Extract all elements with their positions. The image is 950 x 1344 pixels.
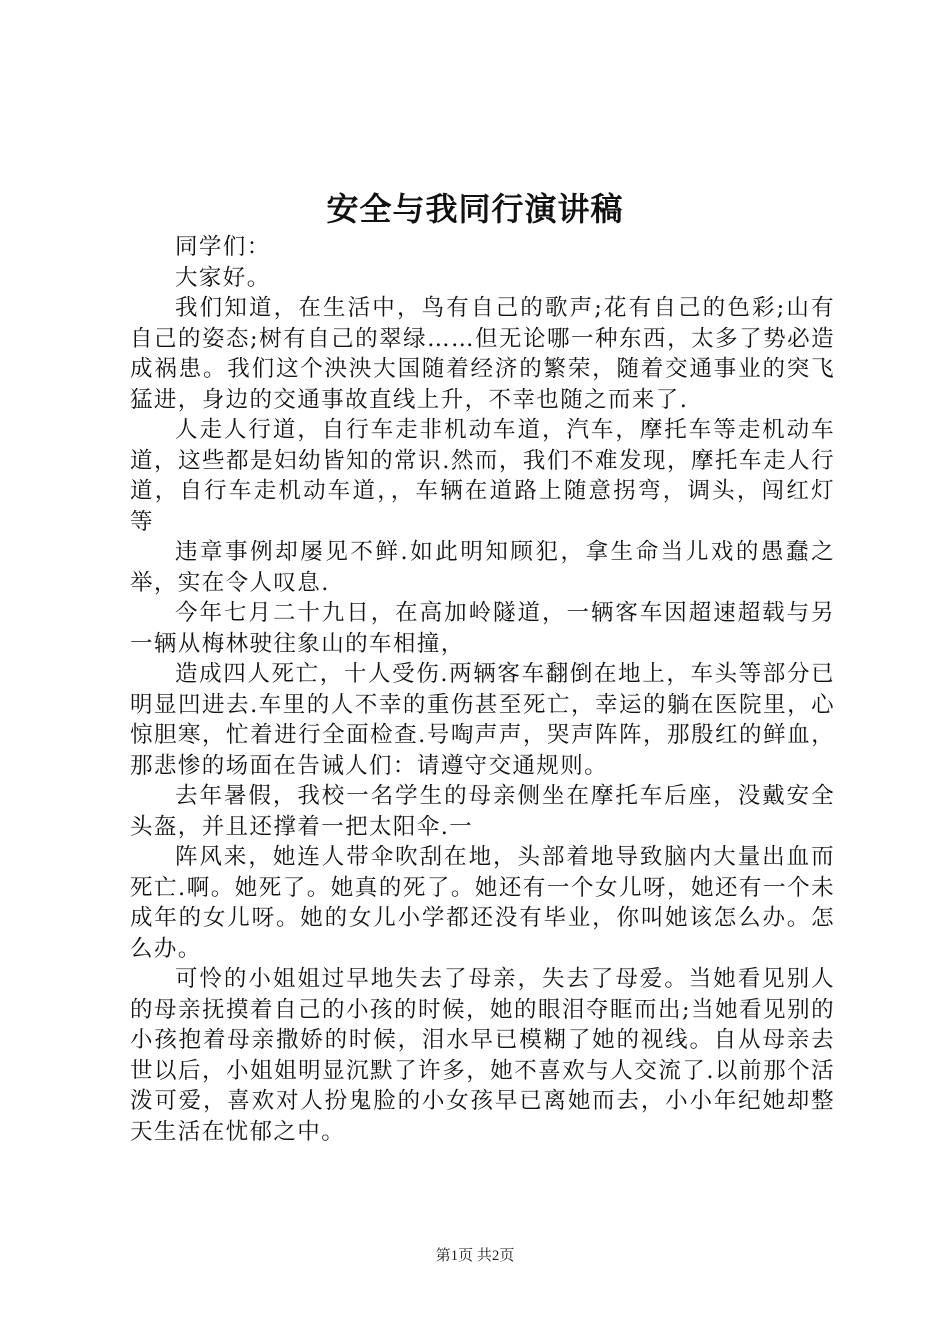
paragraph-accident-date: 今年七月二十九日，在高加岭隧道，一辆客车因超速超载与另一辆从梅林驶往象山的车相撞，: [130, 600, 835, 657]
paragraph-traffic-rules: 人走人行道，自行车走非机动车道，汽车，摩托车等走机动车道，这些都是妇幼皆知的常识.然而，我们不难发现，摩托车走人行道，自行车走机动车道，，车辆在道路上随意拐弯，调头，闯红灯等: [130, 417, 835, 535]
paragraph-greeting: 同学们：: [175, 234, 271, 260]
page-footer: 第1页 共2页: [435, 1248, 515, 1264]
paragraph-intro: 我们知道，在生活中，鸟有自己的歌声;花有自己的色彩;山有自己的姿态;树有自己的翠绿……但无论哪一种东西，太多了势必造成祸患。我们这个泱泱大国随着经济的繁荣，随着交通事业的突飞猛进，身边的交通事故直线上升，不幸也随之而来了.: [130, 295, 835, 413]
paragraph-wind-fall: 阵风来，她连人带伞吹刮在地，头部着地导致脑内大量出血而死亡.啊。她死了。她真的死了。她还有一个女儿呀，她还有一个未成年的女儿呀。她的女儿小学都还没有毕业，你叫她该怎么办。怎么办。: [130, 844, 835, 962]
paragraph-accident-result: 造成四人死亡，十人受伤.两辆客车翻倒在地上，车头等部分已明显凹进去.车里的人不幸的重伤甚至死亡，幸运的躺在医院里，心惊胆寒，忙着进行全面检查.号啕声声，哭声阵阵，那殷红的鲜血，那悲惨的场面在告诫人们：请遵守交通规则。: [130, 661, 835, 779]
paragraph-violations: 违章事例却屡见不鲜.如此明知顾犯，拿生命当儿戏的愚蠢之举，实在令人叹息.: [130, 539, 835, 596]
paragraph-lost-mother: 可怜的小姐姐过早地失去了母亲，失去了母爱。当她看见别人的母亲抚摸着自己的小孩的时候，她的眼泪夺眶而出;当她看见别的小孩抱着母亲撒娇的时候，泪水早已模糊了她的视线。自从母亲去世以后，小姐姐明显沉默了许多，她不喜欢与人交流了.以前那个活泼可爱，喜欢对人扮鬼脸的小女孩早已离她而去，小小年纪她却整天生活在忧郁之中。: [130, 966, 835, 1145]
document-body: [130, 232, 835, 1147]
paragraph-hello: 大家好。: [175, 264, 271, 291]
paragraph-summer-incident: 去年暑假，我校一名学生的母亲侧坐在摩托车后座，没戴安全头盔，并且还撑着一把太阳伞.一: [130, 783, 835, 840]
document-title: 安全与我同行演讲稿: [326, 190, 624, 228]
